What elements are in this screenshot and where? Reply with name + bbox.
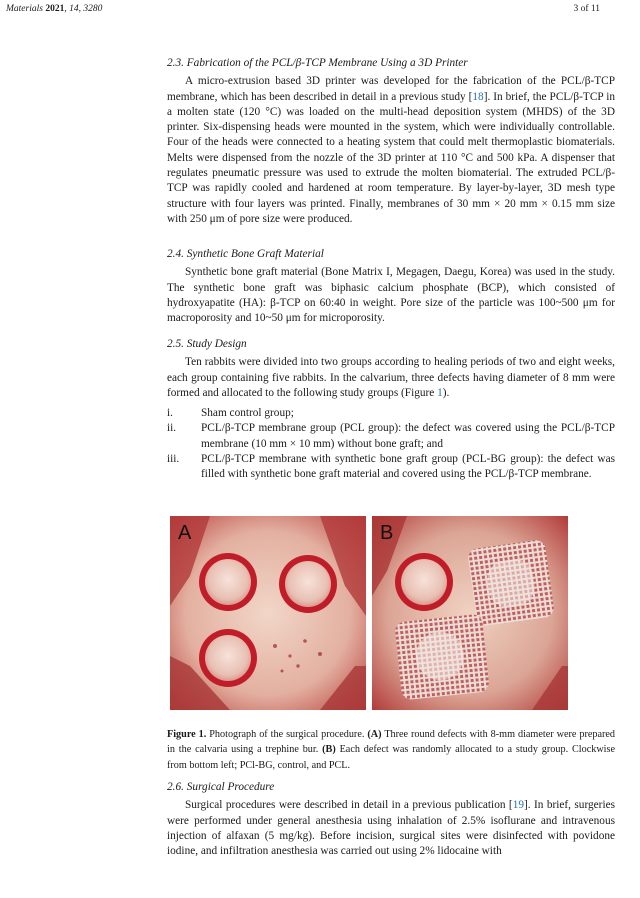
list-item: i. Sham control group; <box>167 407 294 420</box>
section-2-3 <box>167 56 615 227</box>
journal-citation: Materials 2021, 14, 3280 <box>6 4 103 14</box>
panel-label-a: A <box>178 522 192 544</box>
paragraph: Ten rabbits were divided into two groups according to healing periods of two and eight weeks, each group containing five rabbits. In the calvarium, three defects having diameter of 8 mm were formed and allocated to the following study groups (Figure 1). <box>167 356 615 399</box>
section-2-6 <box>167 780 615 859</box>
section-heading: 2.3. Fabrication of the PCL/β-TCP Membrane Using a 3D Printer <box>167 57 468 69</box>
paragraph: Surgical procedures were described in detail in a previous publication [19]. In brief, surgeries were performed under general anesthesia using inhalation of 2.5% isoflurane and intravenous injection of alfaxan (5 mg/kg). Before incision, surgical sites were disinfected with povidone iodine, and infiltration anesthesia was carried out using 2% lidocaine with <box>167 799 615 858</box>
panel-label-b: B <box>380 522 394 544</box>
section-heading: 2.4. Synthetic Bone Graft Material <box>167 248 324 260</box>
reference-link[interactable]: 19 <box>512 799 524 812</box>
paragraph: A micro-extrusion based 3D printer was developed for the fabrication of the PCL/β-TCP membrane, which has been described in detail in a previous study [18]. In brief, the PCL/β-TCP in a molten state (120 °C) was loaded on the multi-head deposition system (MHDS) of the 3D printer. Six-dispensing heads were mounted in the system, which were individually controllable. Four of the heads were connected to a heating system that could melt thermoplastic biomaterials. Melts were dispensed from the nozzle of the 3D printer at 110 °C and 500 kPa. A dispenser that regulates pneumatic pressure was used to extrude the molten biomaterial. The extruded PCL/β-TCP was rapidly cooled and hardened at room temperature. By layer-by-layer, 3D mesh type structure with four layers was printed. Finally, membranes of 30 mm × 20 mm × 0.15 mm size with 250 μm of pore size were produced. <box>167 75 615 225</box>
figure-caption: Figure 1. Photograph of the surgical procedure. (A) Three round defects with 8-mm diameter were prepared in the calvaria using a trephine bur. (B) Each defect was randomly allocated to a study group. Clockwise from bottom left; PCl-BG, control, and PCL. <box>167 729 615 771</box>
surgical-photo-a <box>170 516 366 710</box>
section-heading: 2.6. Surgical Procedure <box>167 781 275 793</box>
figure-link[interactable]: 1 <box>437 386 443 399</box>
page-number: 3 of 11 <box>573 4 600 14</box>
figure-1 <box>170 516 568 710</box>
section-2-5 <box>167 337 615 483</box>
section-heading: 2.5. Study Design <box>167 338 247 350</box>
list-item: ii. PCL/β-TCP membrane group (PCL group): the defect was covered using the PCL/β-TCP membrane (10 mm × 10 mm) without bone graft; and <box>167 422 615 450</box>
list-item: iii. PCL/β-TCP membrane with synthetic bone graft group (PCL-BG group): the defect was filled with synthetic bone graft material and covered using the PCL/β-TCP membrane. <box>167 453 615 481</box>
reference-link[interactable]: 18 <box>472 90 484 103</box>
surgical-photo-b <box>372 516 568 710</box>
section-2-4 <box>167 247 615 326</box>
paragraph: Synthetic bone graft material (Bone Matrix I, Megagen, Daegu, Korea) was used in the study. The synthetic bone graft was biphasic calcium phosphate (BCP), which consisted of hydroxyapatite (HA): β-TCP on 60:40 in weight. Pore size of the particle was 100~500 μm for macroporosity and 10~50 μm for microporosity. <box>167 266 615 325</box>
study-groups-list <box>167 406 615 482</box>
